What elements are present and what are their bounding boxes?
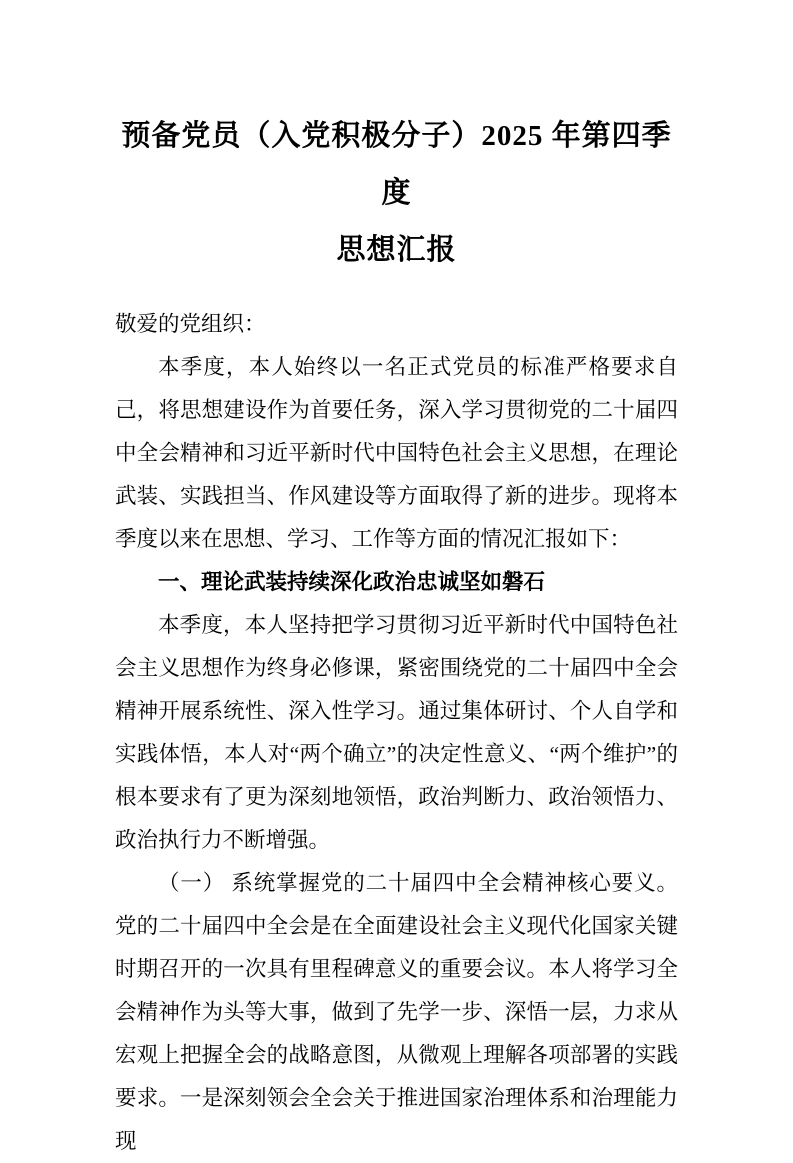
document-title-line-2: 思想汇报 [336, 234, 457, 266]
section-heading-1: 一、理论武装持续深化政治忠诚坚如磐石 [158, 570, 546, 594]
paragraph-section1-body: 本季度，本人坚持把学习贯彻习近平新时代中国特色社会主义思想作为终身必修课，紧密围绕党的二十届四中全会精神开展系统性、深入性学习。通过集体研讨、个人自学和实践体悟，本人对“两个确立”的决定性意义、“两个维护”的根本要求有了更为深刻地领悟，政治判断力、政治领悟力、政治执行力不断增强。 [115, 613, 678, 852]
document-title [115, 108, 678, 279]
paragraph-intro: 本季度，本人始终以一名正式党员的标准严格要求自己，将思想建设作为首要任务，深入学习贯彻党的二十届四中全会精神和习近平新时代中国特色社会主义思想，在理论武装、实践担当、作风建设等方面取得了新的进步。现将本季度以来在思想、学习、工作等方面的情况汇报如下： [115, 355, 678, 551]
document-title-line-1: 预备党员（入党积极分子）2025 年第四季度 [121, 120, 672, 209]
paragraph-subsection-1: （一） 系统掌握党的二十届四中全会精神核心要义。党的二十届四中全会是在全面建设社会主义现代化国家关键时期召开的一次具有里程碑意义的重要会议。本人将学习全会精神作为头等大事，做到了先学一步、深悟一层，力求从宏观上把握全会的战略意图，从微观上理解各项部署的实践要求。一是深刻领会全会关于推进国家治理体系和治理能力现 [115, 871, 678, 1153]
salutation: 敬爱的党组织： [115, 312, 266, 336]
